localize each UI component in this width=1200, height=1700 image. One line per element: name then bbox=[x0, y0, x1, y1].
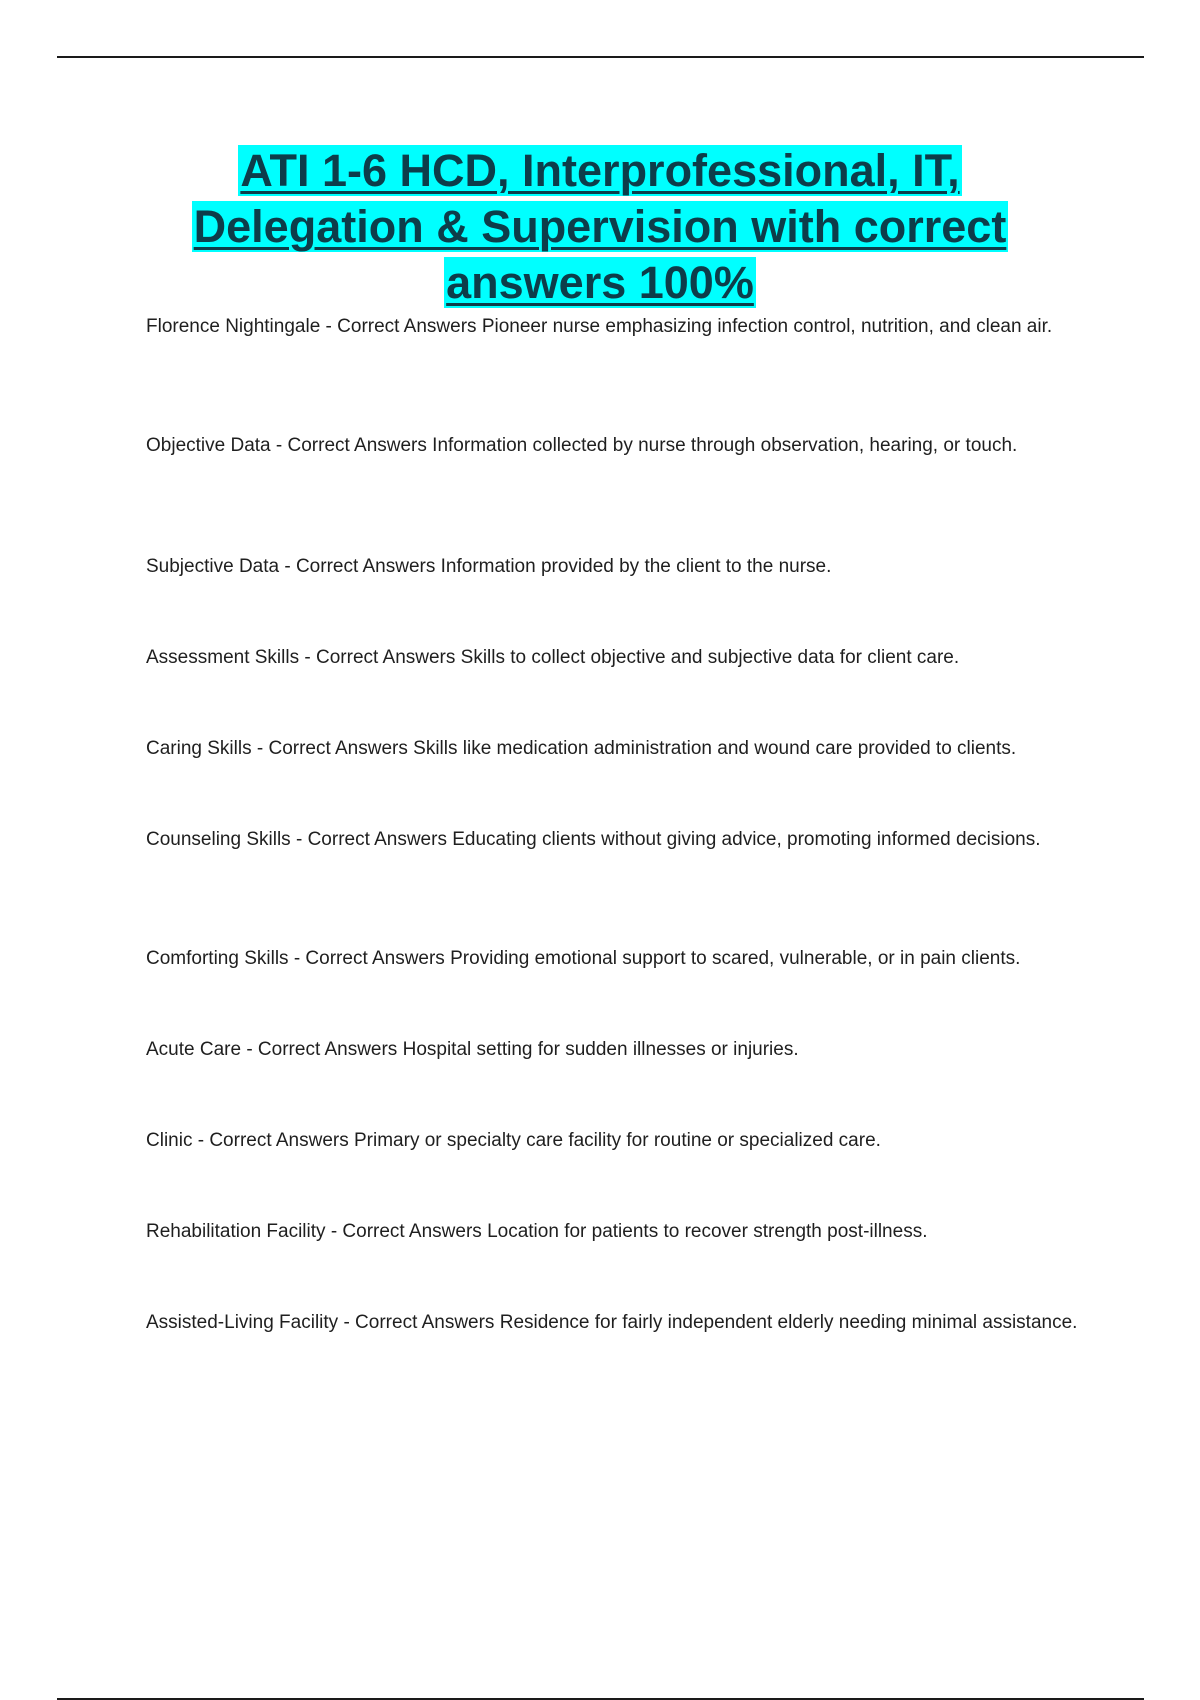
qa-definition: Information provided by the client to the nurse. bbox=[440, 556, 832, 577]
qa-answer-label: - Correct Answers bbox=[293, 948, 445, 969]
title-line-2: Delegation & Supervision with correct bbox=[193, 201, 1007, 252]
title-line-3: answers 100% bbox=[446, 257, 754, 308]
qa-term: Clinic bbox=[146, 1130, 193, 1151]
qa-answer-label: - Correct Answers bbox=[343, 1312, 495, 1333]
qa-term: Florence Nightingale bbox=[146, 316, 321, 337]
qa-answer-label: - Correct Answers bbox=[197, 1130, 349, 1151]
qa-item bbox=[146, 825, 1096, 854]
qa-answer-label: - Correct Answers bbox=[325, 316, 477, 337]
qa-term: Subjective Data bbox=[146, 556, 280, 577]
top-rule bbox=[57, 56, 1144, 58]
qa-definition: Educating clients without giving advice, promoting informed decisions. bbox=[452, 829, 1041, 850]
qa-item bbox=[146, 431, 1096, 460]
qa-answer-label: - Correct Answers bbox=[256, 738, 408, 759]
qa-definition: Hospital setting for sudden illnesses or injuries. bbox=[402, 1039, 799, 1060]
qa-item bbox=[146, 734, 1096, 763]
qa-term: Counseling Skills bbox=[146, 829, 291, 850]
qa-definition: Residence for fairly independent elderly needing minimal assistance. bbox=[499, 1312, 1078, 1333]
document-title bbox=[100, 143, 1100, 311]
qa-item bbox=[146, 1217, 1096, 1246]
qa-term: Acute Care bbox=[146, 1039, 242, 1060]
qa-answer-label: - Correct Answers bbox=[284, 556, 436, 577]
qa-term: Caring Skills bbox=[146, 738, 252, 759]
qa-definition: Skills to collect objective and subjective data for client care. bbox=[460, 647, 960, 668]
qa-term: Assisted-Living Facility bbox=[146, 1312, 339, 1333]
qa-answer-label: - Correct Answers bbox=[275, 435, 427, 456]
qa-item bbox=[146, 312, 1096, 341]
qa-term: Comforting Skills bbox=[146, 948, 289, 969]
qa-item bbox=[146, 1126, 1096, 1155]
qa-answer-label: - Correct Answers bbox=[246, 1039, 398, 1060]
qa-definition: Primary or specialty care facility for routine or specialized care. bbox=[354, 1130, 881, 1151]
qa-definition: Skills like medication administration and wound care provided to clients. bbox=[413, 738, 1017, 759]
qa-answer-label: - Correct Answers bbox=[330, 1221, 482, 1242]
qa-term: Objective Data bbox=[146, 435, 271, 456]
qa-item bbox=[146, 643, 1096, 672]
qa-definition: Information collected by nurse through observation, hearing, or touch. bbox=[432, 435, 1018, 456]
title-line-1: ATI 1-6 HCD, Interprofessional, IT, bbox=[240, 145, 960, 196]
qa-answer-label: - Correct Answers bbox=[304, 647, 456, 668]
qa-item bbox=[146, 944, 1096, 973]
qa-definition: Location for patients to recover strength post-illness. bbox=[487, 1221, 928, 1242]
qa-term: Rehabilitation Facility bbox=[146, 1221, 326, 1242]
qa-definition: Pioneer nurse emphasizing infection control, nutrition, and clean air. bbox=[481, 316, 1053, 337]
qa-term: Assessment Skills bbox=[146, 647, 300, 668]
qa-item bbox=[146, 1035, 1096, 1064]
qa-item bbox=[146, 552, 1096, 581]
qa-answer-label: - Correct Answers bbox=[295, 829, 447, 850]
qa-item bbox=[146, 1308, 1096, 1337]
qa-definition: Providing emotional support to scared, vulnerable, or in pain clients. bbox=[450, 948, 1021, 969]
